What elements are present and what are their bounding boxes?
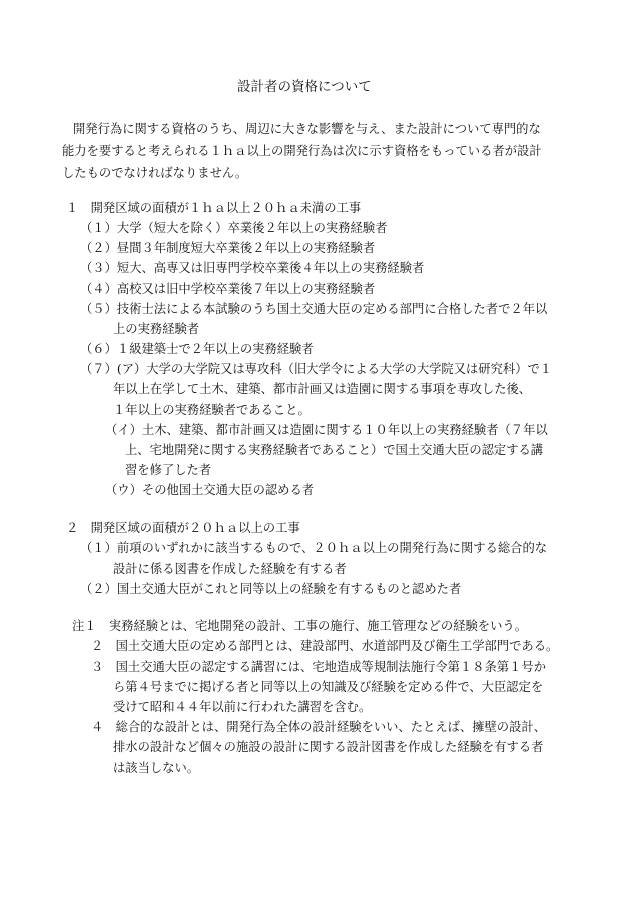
note-continuation: 排水の設計など個々の施設の設計に関する設計図書を作成した経験を有する者: [113, 740, 544, 754]
intro-line: 能力を要すると考えられる１ｈａ以上の開発行為は次に示す資格をもっている者が設計: [62, 144, 542, 158]
section1-item: （５）技術士法による本試験のうち国土交通大臣の定める部門に合格した者で２年以: [80, 302, 548, 316]
note-continuation: は該当しない。: [113, 761, 200, 775]
section1-subitem-continuation: 上、宅地開発に関する実務経験者であること）で国土交通大臣の認定する講: [125, 443, 544, 457]
section1-item: （１）大学（短大を除く）卒業後２年以上の実務経験者: [80, 221, 388, 235]
section1-item: （３）短大、高専又は旧専門学校卒業後４年以上の実務経験者: [80, 261, 425, 275]
section2-item: （１）前項のいずれかに該当するもので、２０ｈａ以上の開発行為に関する総合的な: [80, 541, 548, 555]
section1-item: （２）昼間３年制度短大卒業後２年以上の実務経験者: [80, 241, 376, 255]
section1-item: （６）１級建築士で２年以上の実務経験者: [80, 342, 314, 356]
note-line: ３ 国土交通大臣の認定する講習には、宅地造成等規制法施行令第１８条第１号か: [91, 660, 546, 674]
section2-item: （２）国土交通大臣がこれと同等以上の経験を有するものと認めた者: [80, 582, 462, 596]
section2-item-continuation: 設計に係る図書を作成した経験を有する者: [113, 562, 347, 576]
section1-item-continuation: 年以上在学して土木、建築、都市計画又は造園に関する事項を専攻した後、: [113, 382, 532, 396]
section1-item: （７）(ア）大学の大学院又は専攻科（旧大学令による大学の大学院又は研究科）で１: [80, 362, 553, 376]
section2-heading: ２ 開発区域の面積が２０ｈａ以上の工事: [66, 521, 300, 535]
page-title: 設計者の資格について: [237, 79, 372, 95]
note-line: ２ 国土交通大臣の定める部門とは、建設部門、水道部門及び衛生工学部門である。: [91, 639, 559, 653]
intro-line: 開発行為に関する資格のうち、周辺に大きな影響を与え、また設計について専門的な: [73, 122, 541, 136]
section1-subitem: （イ）土木、建築、都市計画又は造園に関する１０年以上の実務経験者（７年以: [105, 423, 548, 437]
note-continuation: 受けて昭和４４年以前に行われた講習を含む。: [113, 700, 372, 714]
intro-line: したものでなければなりません。: [62, 166, 248, 180]
note-continuation: ら第４号までに掲げる者と同等以上の知識及び経験を定める件で、大臣認定を: [113, 680, 544, 694]
note-line: 注１ 実務経験とは、宅地開発の設計、工事の施行、施工管理などの経験をいう。: [72, 619, 527, 633]
section1-subitem-continuation: 習を修了した者: [125, 463, 212, 477]
note-line: ４ 総合的な設計とは、開発行為全体の設計経験をいい、たとえば、擁壁の設計、: [91, 720, 546, 734]
section1-subitem: （ウ）その他国土交通大臣の認める者: [105, 483, 315, 497]
section1-item-continuation: １年以上の実務経験者であること。: [113, 403, 310, 417]
section1-item: （４）高校又は旧中学校卒業後７年以上の実務経験者: [80, 282, 376, 296]
section1-item-continuation: 上の実務経験者: [113, 322, 200, 336]
section1-heading: １ 開発区域の面積が１ｈａ以上２０ｈａ未満の工事: [66, 201, 362, 215]
